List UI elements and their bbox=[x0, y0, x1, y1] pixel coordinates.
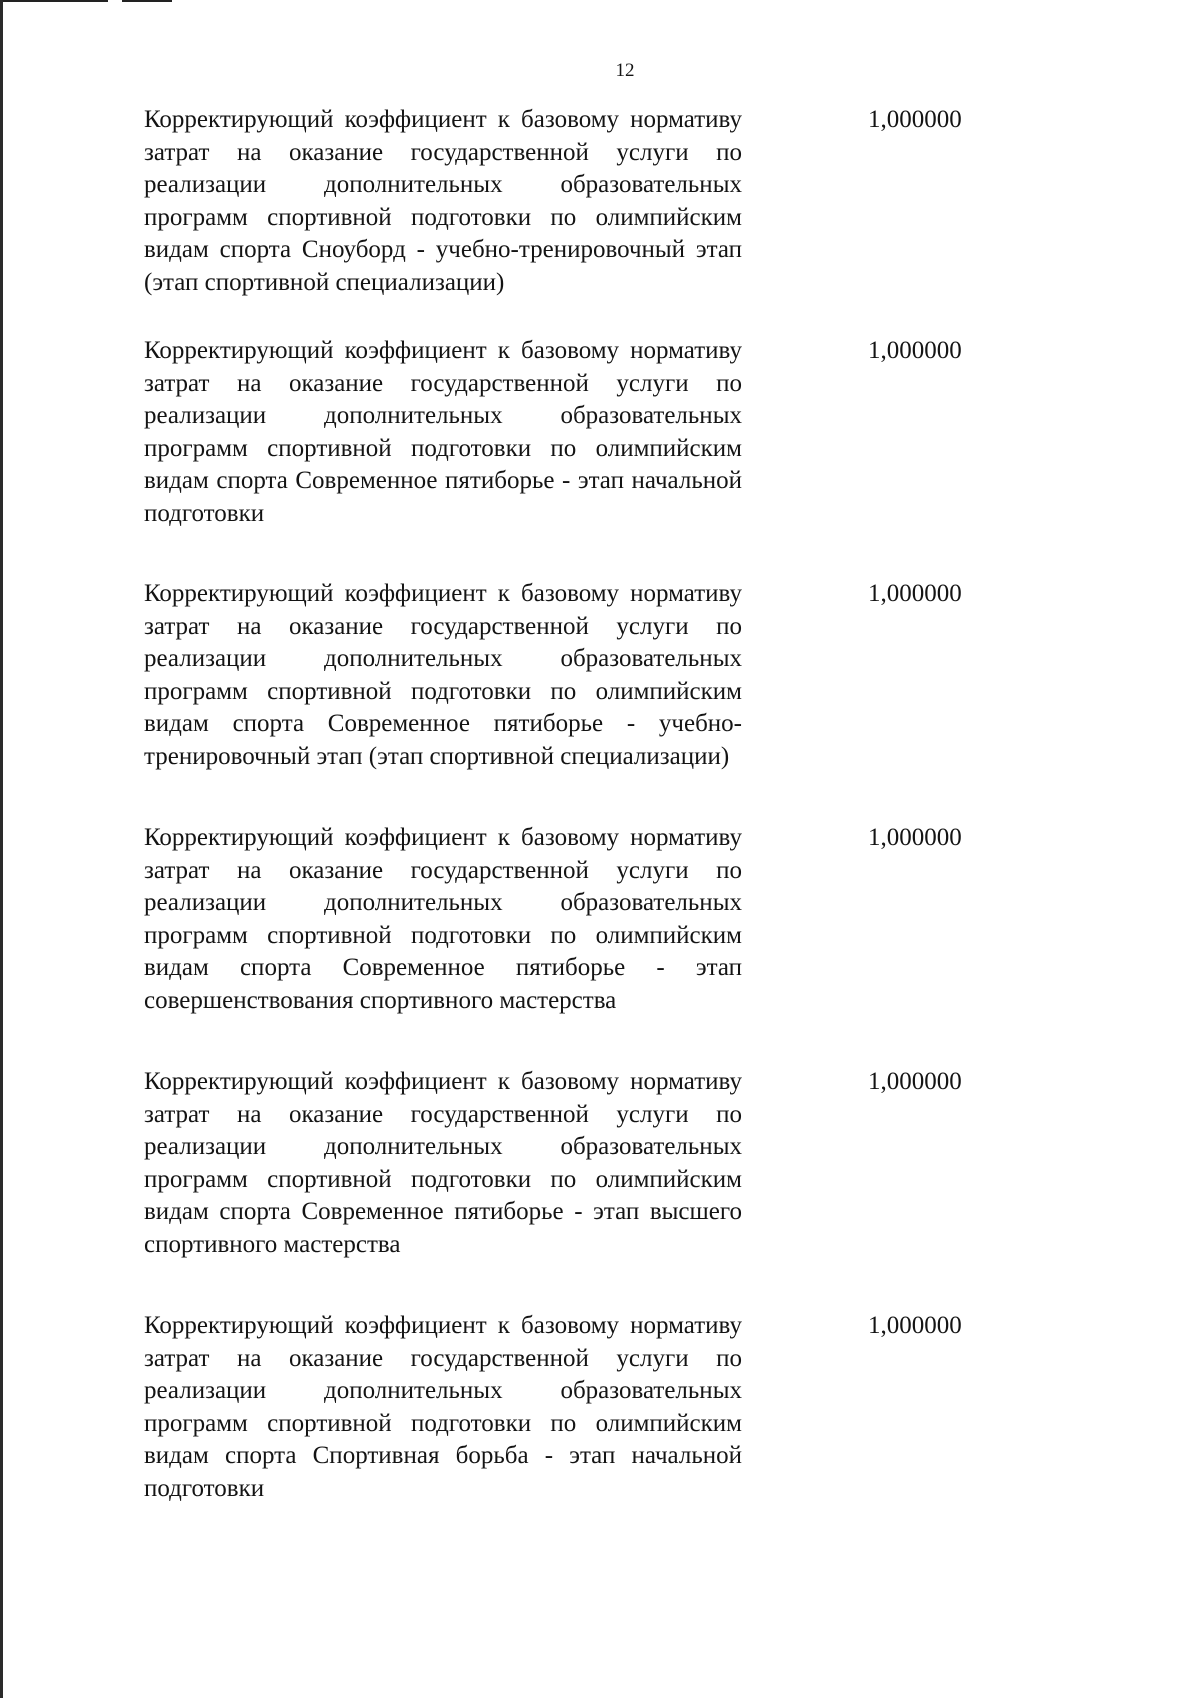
entry-coefficient-value: 1,000000 bbox=[868, 580, 962, 607]
entry-description: Корректирующий коэффициент к базовому нормативу затрат на оказание государственной услуги по реализации дополнительных образовательных программ спортивной подготовки по олимпийским видам спорта Современное пятиборье - этап начальной подготовки bbox=[144, 337, 742, 527]
entry-coefficient-value: 1,000000 bbox=[868, 106, 962, 133]
page-number: 12 bbox=[615, 60, 635, 81]
entry-description: Корректирующий коэффициент к базовому нормативу затрат на оказание государственной услуги по реализации дополнительных образовательных программ спортивной подготовки по олимпийским видам спорта Современное пятиборье - этап высшего спортивного мастерства bbox=[144, 1068, 742, 1258]
coefficient-entry bbox=[144, 335, 1200, 531]
entry-coefficient-value: 1,000000 bbox=[868, 824, 962, 851]
coefficient-entry bbox=[144, 1066, 1200, 1262]
coefficient-entry bbox=[144, 578, 1200, 774]
top-rule-right bbox=[122, 0, 172, 2]
coefficient-entry bbox=[144, 1310, 1200, 1506]
coefficient-entry bbox=[144, 822, 1200, 1018]
top-rule-left bbox=[0, 0, 108, 2]
entry-description: Корректирующий коэффициент к базовому нормативу затрат на оказание государственной услуги по реализации дополнительных образовательных программ спортивной подготовки по олимпийским видам спорта Современное пятиборье - учебно-тренировочный этап (этап спортивной специализации) bbox=[144, 580, 742, 770]
coefficient-entry bbox=[144, 104, 1200, 300]
entry-description: Корректирующий коэффициент к базовому нормативу затрат на оказание государственной услуги по реализации дополнительных образовательных программ спортивной подготовки по олимпийским видам спорта Современное пятиборье - этап совершенствования спортивного мастерства bbox=[144, 824, 742, 1014]
scan-left-edge bbox=[0, 0, 3, 1698]
entry-coefficient-value: 1,000000 bbox=[868, 1312, 962, 1339]
entry-description: Корректирующий коэффициент к базовому нормативу затрат на оказание государственной услуги по реализации дополнительных образовательных программ спортивной подготовки по олимпийским видам спорта Сноуборд - учебно-тренировочный этап (этап спортивной специализации) bbox=[144, 106, 742, 296]
entry-coefficient-value: 1,000000 bbox=[868, 1068, 962, 1095]
entry-coefficient-value: 1,000000 bbox=[868, 337, 962, 364]
entry-description: Корректирующий коэффициент к базовому нормативу затрат на оказание государственной услуги по реализации дополнительных образовательных программ спортивной подготовки по олимпийским видам спорта Спортивная борьба - этап начальной подготовки bbox=[144, 1312, 742, 1502]
